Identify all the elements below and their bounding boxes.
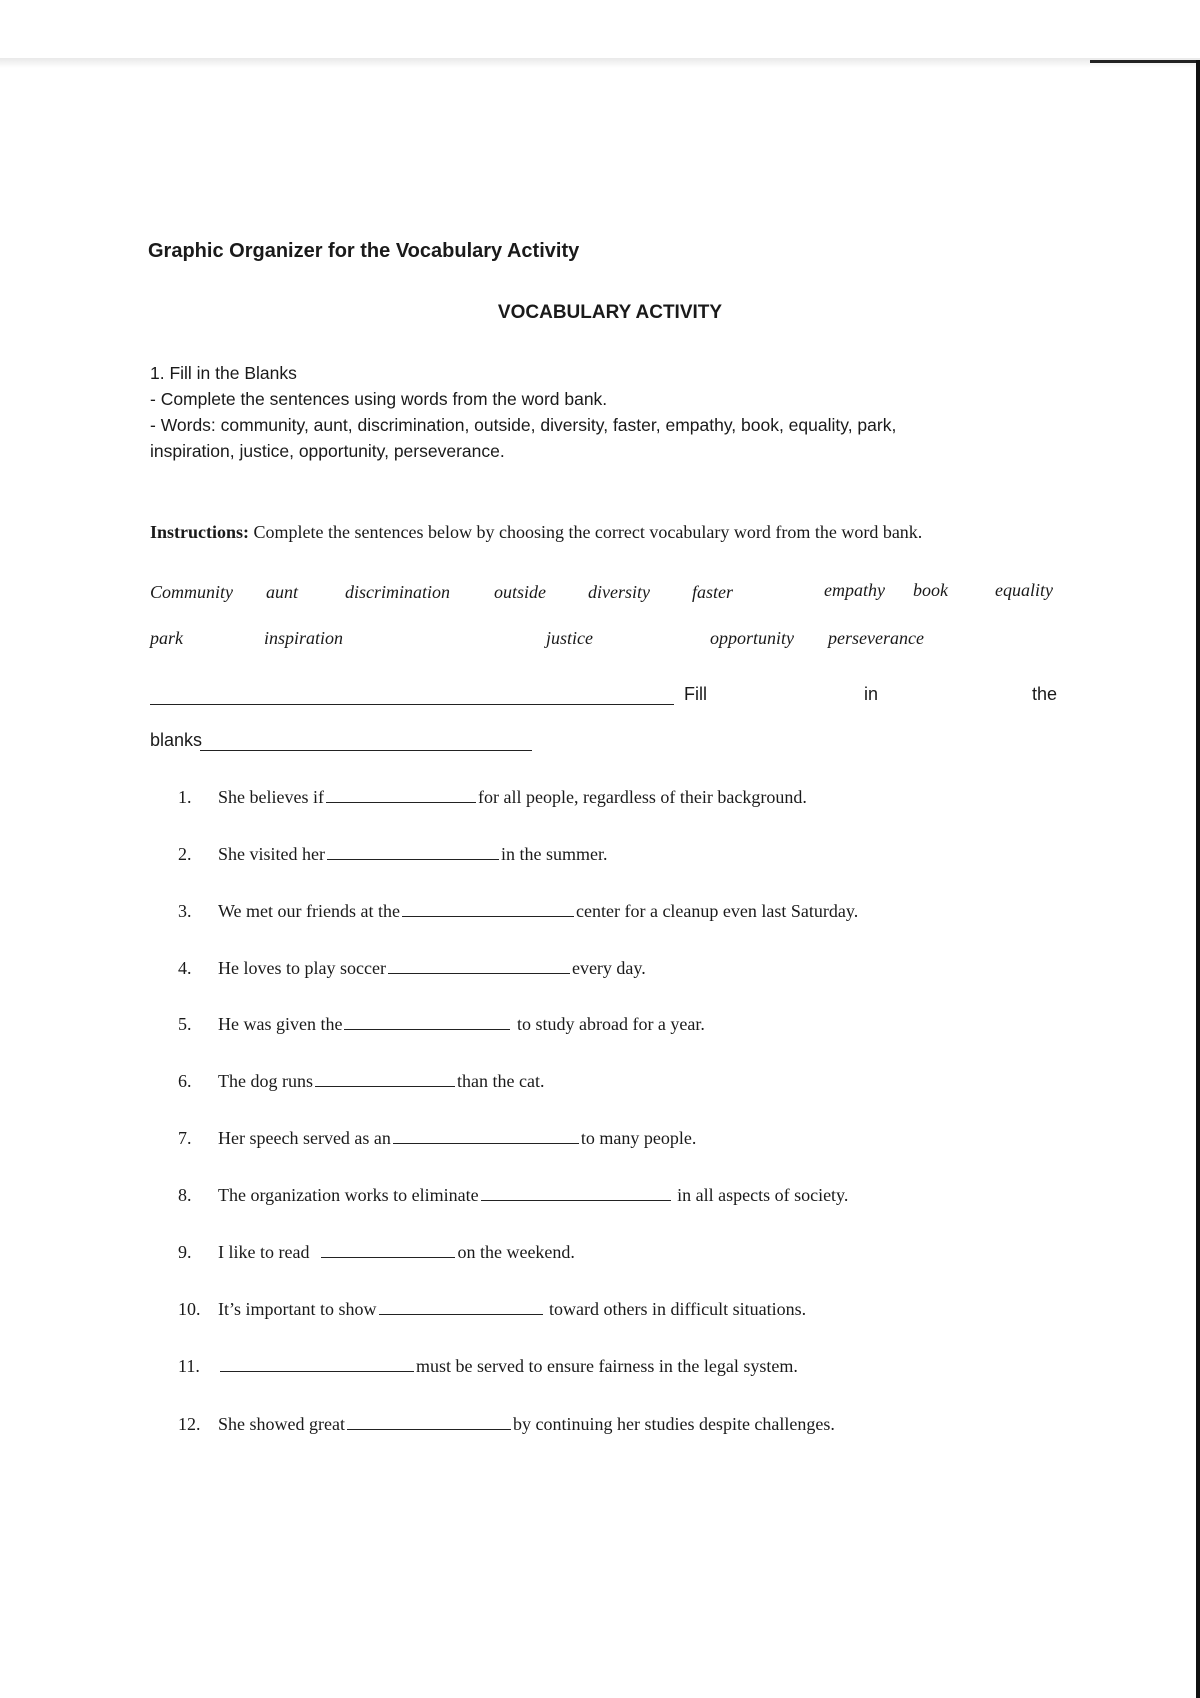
rule-line <box>150 704 674 705</box>
word-bank-word: discrimination <box>345 582 451 602</box>
question-number: 4. <box>178 958 192 978</box>
word-bank-word: empathy <box>824 580 885 600</box>
question-text-before: The organization works to eliminate <box>218 1185 479 1205</box>
scan-edge-line <box>1090 60 1200 63</box>
question-number: 5. <box>178 1014 192 1034</box>
question-text-before: She believes if <box>218 787 324 807</box>
question-number: 10. <box>178 1299 201 1319</box>
answer-blank[interactable] <box>481 1184 671 1201</box>
question-text-before: She showed great <box>218 1414 345 1434</box>
word-bank-word: diversity <box>588 582 650 602</box>
word-bank-word: perseverance <box>828 628 924 648</box>
question-text-after: to study abroad for a year. <box>512 1014 705 1034</box>
question-text-after: toward others in difficult situations. <box>544 1299 807 1319</box>
question-number: 3. <box>178 901 192 921</box>
question-number: 8. <box>178 1185 192 1205</box>
question-text-after: to many people. <box>580 1128 697 1148</box>
intro-line-2: - Complete the sentences using words from the word bank. <box>150 389 608 409</box>
answer-blank[interactable] <box>379 1298 543 1315</box>
question-text-after: center for a cleanup even last Saturday. <box>576 901 859 921</box>
fill-heading-word: the <box>1032 684 1058 704</box>
activity-title: VOCABULARY ACTIVITY <box>497 302 723 323</box>
question-item <box>178 1127 696 1149</box>
question-number: 11. <box>178 1356 200 1376</box>
scan-shadow-top <box>0 58 1200 68</box>
word-bank-word: justice <box>546 628 593 648</box>
question-text-after: for all people, regardless of their background. <box>477 787 807 807</box>
question-text-after: by continuing her studies despite challenges. <box>512 1414 835 1434</box>
answer-blank[interactable] <box>327 843 499 860</box>
answer-blank[interactable] <box>347 1413 511 1430</box>
fill-heading-word: Fill <box>684 684 707 704</box>
question-text-after: every day. <box>571 958 646 978</box>
question-text-before: We met our friends at the <box>218 901 400 921</box>
question-number: 6. <box>178 1071 192 1091</box>
intro-line-4: inspiration, justice, opportunity, perseverance. <box>150 441 505 461</box>
question-item <box>178 1013 705 1035</box>
instructions <box>150 522 922 543</box>
question-item <box>178 1413 835 1435</box>
question-text-after: on the weekend. <box>457 1242 575 1262</box>
word-bank-word: faster <box>692 582 734 602</box>
question-text-after: must be served to ensure fairness in the legal system. <box>416 1356 798 1376</box>
question-number: 7. <box>178 1128 192 1148</box>
question-text-before: He loves to play soccer <box>218 958 386 978</box>
question-text-before: The dog runs <box>218 1071 313 1091</box>
word-bank-word: park <box>150 628 183 648</box>
question-item <box>178 900 858 922</box>
question-item <box>178 786 807 808</box>
question-text-before: Her speech served as an <box>218 1128 391 1148</box>
word-bank-word: book <box>913 580 948 600</box>
answer-blank[interactable] <box>388 957 570 974</box>
question-number: 9. <box>178 1242 192 1262</box>
question-number: 12. <box>178 1414 201 1434</box>
word-bank-word: outside <box>494 582 546 602</box>
instructions-label: Instructions: <box>150 522 250 542</box>
answer-blank[interactable] <box>321 1241 455 1258</box>
question-item <box>178 1184 848 1206</box>
question-text-before: He was given the <box>218 1014 343 1034</box>
fill-heading-word: blanks <box>150 730 203 750</box>
question-item <box>178 843 607 865</box>
question-item <box>178 1355 798 1377</box>
fill-heading-word: in <box>864 684 879 704</box>
question-number: 2. <box>178 844 192 864</box>
question-item <box>178 1070 544 1092</box>
question-text-before: It’s important to show <box>218 1299 377 1319</box>
word-bank-word: aunt <box>266 582 299 602</box>
intro-block <box>150 360 1030 464</box>
question-text-after: in the summer. <box>500 844 608 864</box>
answer-blank[interactable] <box>326 786 476 803</box>
document-heading: Graphic Organizer for the Vocabulary Activity <box>148 240 580 262</box>
answer-blank[interactable] <box>402 900 574 917</box>
word-bank-word: equality <box>995 580 1053 600</box>
word-bank-word: inspiration <box>264 628 344 648</box>
question-item <box>178 1298 806 1320</box>
question-text-before: I like to read <box>218 1242 310 1262</box>
instructions-text: Complete the sentences below by choosing the correct vocabulary word from the word bank. <box>249 522 923 542</box>
rule-line <box>200 750 532 751</box>
answer-blank[interactable] <box>393 1127 579 1144</box>
question-text-after: than the cat. <box>456 1071 545 1091</box>
question-text-after: in all aspects of society. <box>672 1185 849 1205</box>
answer-blank[interactable] <box>220 1355 414 1372</box>
answer-blank[interactable] <box>315 1070 455 1087</box>
answer-blank[interactable] <box>344 1013 510 1030</box>
intro-line-1: 1. Fill in the Blanks <box>150 363 297 383</box>
intro-line-3: - Words: community, aunt, discrimination, outside, diversity, faster, empathy, book, equality, park, <box>150 415 897 435</box>
word-bank-word: Community <box>150 582 233 602</box>
question-item <box>178 1241 575 1263</box>
question-item <box>178 957 646 979</box>
word-bank-word: opportunity <box>710 628 794 648</box>
question-number: 1. <box>178 787 192 807</box>
question-text-before: She visited her <box>218 844 325 864</box>
